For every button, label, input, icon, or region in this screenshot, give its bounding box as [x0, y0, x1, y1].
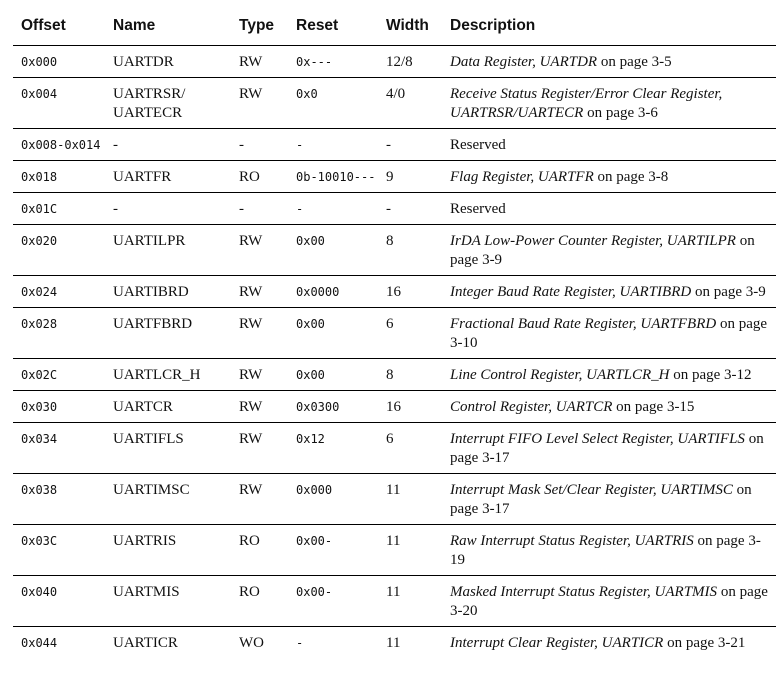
cell-width: 11 [386, 635, 401, 651]
cell-width: 8 [378, 225, 442, 276]
cell-offset: 0x024 [13, 276, 105, 308]
description-page: on page 3-10 [450, 316, 768, 351]
register-name: UARTECR [113, 105, 183, 121]
description-page: on page 3-8 [593, 169, 669, 185]
table-row [13, 225, 776, 276]
cell-reset: 0x00- [288, 576, 378, 627]
cell-name [105, 78, 231, 129]
cell-type: RW [231, 391, 288, 423]
cell-description [442, 225, 776, 276]
description-page: on page 3-17 [450, 431, 764, 466]
cell-description [442, 308, 776, 359]
cell-name [105, 627, 231, 659]
cell-reset: 0x00 [288, 308, 378, 359]
description-link: Interrupt Mask Set/Clear Register, UARTIMSC [450, 482, 733, 498]
cell-offset: 0x028 [13, 308, 105, 359]
description-page: on page 3-9 [691, 284, 766, 300]
description-page: Reserved [450, 137, 506, 153]
cell-offset: 0x01C [13, 193, 105, 225]
table-row [13, 576, 776, 627]
cell-name [105, 129, 231, 161]
header-type: Type [231, 6, 288, 46]
register-name: UARTRIS [113, 533, 177, 549]
register-name: UARTFR [113, 169, 172, 185]
cell-width: 16 [378, 276, 442, 308]
cell-width: 9 [378, 161, 442, 193]
cell-reset: 0x--- [288, 46, 378, 78]
description-page: on page 3-12 [669, 367, 752, 383]
cell-description [442, 576, 776, 627]
cell-offset: 0x004 [13, 78, 105, 129]
header-reset: Reset [288, 6, 378, 46]
description-page: on page 3-19 [450, 533, 761, 568]
cell-name [105, 576, 231, 627]
description-page: on page 3-15 [612, 399, 695, 415]
table-row [13, 161, 776, 193]
cell-description [442, 78, 776, 129]
cell-width: 11 [378, 525, 442, 576]
table-row [13, 193, 776, 225]
table-row [13, 78, 776, 129]
register-name: UARTIFLS [113, 431, 184, 447]
cell-offset: 0x020 [13, 225, 105, 276]
cell-width: 8 [378, 359, 442, 391]
register-name: UARTCR [113, 399, 173, 415]
cell-offset: 0x000 [13, 46, 105, 78]
cell-width: 6 [378, 423, 442, 474]
table-header-row [13, 6, 776, 46]
description-link: Flag Register, UARTFR [450, 169, 594, 185]
register-name: UARTIMSC [113, 482, 190, 498]
cell-name [105, 391, 231, 423]
cell-offset: 0x02C [13, 359, 105, 391]
cell-description [442, 359, 776, 391]
cell-name [105, 193, 231, 225]
cell-type: RW [231, 359, 288, 391]
cell-reset: 0b-10010--- [288, 161, 378, 193]
description-page: on page 3-20 [450, 584, 768, 619]
cell-name [105, 308, 231, 359]
cell-reset: 0x00- [288, 525, 378, 576]
cell-width: 6 [378, 308, 442, 359]
cell-width: 11 [378, 474, 442, 525]
table-row [13, 423, 776, 474]
description-link: Line Control Register, UARTLCR_H [450, 367, 670, 383]
cell-reset: - [296, 636, 304, 650]
description-link: Data Register, UARTDR [450, 54, 598, 70]
cell-type: RW [231, 474, 288, 525]
cell-offset: 0x030 [13, 391, 105, 423]
description-link: Receive Status Register/Error Clear Register, UARTRSR/UARTECR [450, 86, 723, 121]
header-width: Width [378, 6, 442, 46]
cell-description [442, 161, 776, 193]
register-name: UARTRSR/ [113, 86, 186, 102]
cell-offset: 0x008-0x014 [13, 129, 105, 161]
cell-reset: 0x0 [288, 78, 378, 129]
table-row [13, 46, 776, 78]
cell-name [105, 359, 231, 391]
cell-offset: 0x040 [13, 576, 105, 627]
cell-width: - [378, 193, 442, 225]
cell-type: RW [231, 78, 288, 129]
cell-description [442, 193, 776, 225]
cell-type: RW [231, 276, 288, 308]
cell-type: RW [231, 423, 288, 474]
cell-reset: 0x00 [288, 225, 378, 276]
cell-reset: 0x12 [288, 423, 378, 474]
cell-type: RW [231, 46, 288, 78]
description-link: Masked Interrupt Status Register, UARTMIS [450, 584, 718, 600]
register-name: UARTILPR [113, 233, 186, 249]
description-page: on page 3-6 [583, 105, 658, 121]
cell-description [442, 525, 776, 576]
cell-name [105, 225, 231, 276]
header-description: Description [442, 6, 776, 46]
cell-reset: 0x00 [288, 359, 378, 391]
cell-type: RO [231, 161, 288, 193]
cell-width: 11 [378, 576, 442, 627]
description-link: Integer Baud Rate Register, UARTIBRD [450, 284, 692, 300]
cell-reset: 0x0000 [288, 276, 378, 308]
cell-description [442, 423, 776, 474]
cell-reset: 0x000 [288, 474, 378, 525]
cell-reset: - [288, 129, 378, 161]
cell-type: - [231, 193, 288, 225]
description-link: Interrupt Clear Register, UARTICR [450, 635, 664, 651]
cell-type: RW [231, 225, 288, 276]
cell-type: RO [231, 525, 288, 576]
cell-name [105, 423, 231, 474]
description-page: on page 3-9 [450, 233, 755, 268]
description-page: on page 3-21 [663, 635, 746, 651]
register-name: UARTLCR_H [113, 367, 201, 383]
description-page: on page 3-5 [597, 54, 672, 70]
cell-width: 4/0 [378, 78, 442, 129]
description-link: Control Register, UARTCR [450, 399, 613, 415]
description-link: IrDA Low-Power Counter Register, UARTILPR [450, 233, 736, 249]
cell-name [105, 161, 231, 193]
description-link: Fractional Baud Rate Register, UARTFBRD [450, 316, 717, 332]
register-name: UARTMIS [113, 584, 180, 600]
cell-name [105, 525, 231, 576]
description-page: Reserved [450, 201, 506, 217]
register-name: - [113, 201, 118, 217]
description-link: Interrupt FIFO Level Select Register, UARTIFLS [450, 431, 745, 447]
cell-reset: - [288, 193, 378, 225]
cell-name [105, 46, 231, 78]
cell-width: 12/8 [378, 46, 442, 78]
table-row [13, 276, 776, 308]
description-page: on page 3-17 [450, 482, 752, 517]
register-name: - [113, 137, 118, 153]
header-offset: Offset [13, 6, 105, 46]
cell-description [442, 627, 776, 659]
cell-description [442, 46, 776, 78]
table-row [13, 627, 776, 659]
cell-reset: 0x0300 [288, 391, 378, 423]
cell-description [442, 129, 776, 161]
cell-offset: 0x03C [13, 525, 105, 576]
register-name: UARTDR [113, 54, 174, 70]
cell-type: - [231, 129, 288, 161]
cell-offset: 0x044 [21, 636, 58, 650]
description-link: Raw Interrupt Status Register, UARTRIS [450, 533, 694, 549]
header-name: Name [105, 6, 231, 46]
cell-description [442, 391, 776, 423]
table-row [13, 359, 776, 391]
table-row [13, 391, 776, 423]
register-summary-table [13, 6, 776, 658]
cell-offset: 0x018 [13, 161, 105, 193]
cell-type: WO [239, 635, 264, 651]
register-name: UARTIBRD [113, 284, 189, 300]
cell-type: RO [231, 576, 288, 627]
cell-offset: 0x038 [13, 474, 105, 525]
cell-description [442, 474, 776, 525]
cell-name [105, 474, 231, 525]
cell-offset: 0x034 [13, 423, 105, 474]
table-row [13, 525, 776, 576]
cell-width: - [378, 129, 442, 161]
register-name: UARTICR [113, 635, 178, 651]
table-row [13, 129, 776, 161]
cell-name [105, 276, 231, 308]
cell-width: 16 [378, 391, 442, 423]
register-name: UARTFBRD [113, 316, 193, 332]
cell-type: RW [231, 308, 288, 359]
cell-description [442, 276, 776, 308]
table-row [13, 474, 776, 525]
table-row [13, 308, 776, 359]
